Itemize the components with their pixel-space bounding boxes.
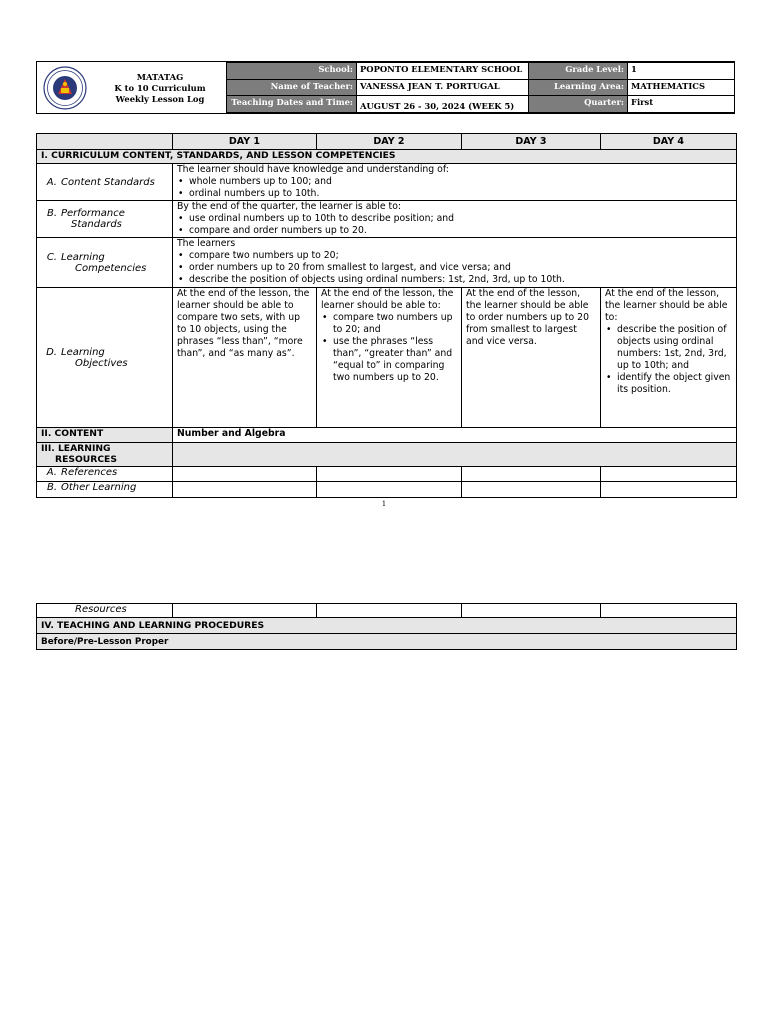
quarter-label: Quarter: xyxy=(529,96,628,113)
objectives-day-4-item-2: • identify the object given its position. xyxy=(617,372,732,396)
performance-standards-label-line2: Standards xyxy=(71,219,122,230)
references-day-4 xyxy=(601,467,737,482)
teaching-dates-label: Teaching Dates and Time: xyxy=(227,96,357,113)
lesson-log-header xyxy=(36,61,735,114)
other-resources-day-2 xyxy=(317,482,462,498)
other-resources-day-1 xyxy=(173,482,317,498)
learning-competencies-intro: The learners xyxy=(177,238,236,249)
content-standards-item-2: • ordinal numbers up to 10th. xyxy=(189,188,732,200)
other-resources-cont-day-4 xyxy=(601,604,737,618)
references-day-2 xyxy=(317,467,462,482)
objectives-day-4-item-1: • describe the position of objects using ordinal numbers: 1st, 2nd, 3rd, up to 10th; and xyxy=(617,324,732,372)
content-standards-label-text: Content Standards xyxy=(61,176,155,188)
content-standards-cell xyxy=(173,164,737,201)
day-header-blank xyxy=(37,134,173,150)
references-letter: A. xyxy=(46,467,57,478)
content-section-heading: II. CONTENT xyxy=(37,428,173,443)
day-3-header: DAY 3 xyxy=(462,134,601,150)
references-day-3 xyxy=(462,467,601,482)
performance-standards-letter: B. xyxy=(46,208,57,219)
learning-objectives-label-line1: Learning xyxy=(61,346,105,358)
objectives-day-1-cell: At the end of the lesson, the learner should be able to compare two sets, with up to 10 objects, using the phrases “less than”, “more than”, and “as many as”. xyxy=(173,288,317,428)
references-day-1 xyxy=(173,467,317,482)
references-label xyxy=(37,467,173,482)
lesson-log-table xyxy=(36,133,737,498)
references-row xyxy=(37,467,737,482)
learning-resources-heading-line2: RESOURCES xyxy=(55,454,117,465)
school-label: School: xyxy=(227,63,357,80)
learning-competencies-label-line1: Learning xyxy=(61,251,105,263)
day-4-header: DAY 4 xyxy=(601,134,737,150)
learning-competencies-letter: C. xyxy=(46,251,57,263)
other-resources-cont-day-1 xyxy=(173,604,317,618)
objectives-day-4-cell xyxy=(601,288,737,428)
learning-competencies-item-3: • describe the position of objects using ordinal numbers: 1st, 2nd, 3rd, up to 10th. xyxy=(189,274,732,286)
objectives-day-3-cell: At the end of the lesson, the learner should be able to order numbers up to 20 from smallest to largest and vice versa. xyxy=(462,288,601,428)
other-resources-cont-day-2 xyxy=(317,604,462,618)
deped-seal-icon xyxy=(43,66,87,110)
learning-competencies-item-1: • compare two numbers up to 20; xyxy=(189,250,732,262)
other-resources-day-3 xyxy=(462,482,601,498)
learning-resources-heading-line1: III. LEARNING xyxy=(41,443,111,454)
learning-resources-shaded-cell xyxy=(173,443,737,467)
other-resources-letter: B. xyxy=(46,482,57,493)
learning-resources-heading xyxy=(37,443,173,467)
day-1-header: DAY 1 xyxy=(173,134,317,150)
content-row xyxy=(37,428,737,443)
title-line-1: MATATAG xyxy=(136,72,184,82)
before-lesson-heading: Before/Pre-Lesson Proper xyxy=(37,634,737,650)
performance-standards-row xyxy=(37,201,737,238)
title-line-2: K to 10 Curriculum xyxy=(114,83,206,93)
header-info-grid xyxy=(226,62,735,113)
curriculum-section-row xyxy=(37,150,737,164)
objectives-day-2-cell xyxy=(317,288,462,428)
content-value: Number and Algebra xyxy=(173,428,737,443)
teacher-label: Name of Teacher: xyxy=(227,79,357,96)
content-standards-intro: The learner should have knowledge and understanding of: xyxy=(177,164,449,175)
learning-competencies-label xyxy=(37,238,173,288)
content-standards-letter: A. xyxy=(46,176,57,188)
learning-objectives-row xyxy=(37,288,737,428)
learning-objectives-letter: D. xyxy=(46,346,57,358)
learning-competencies-row xyxy=(37,238,737,288)
learning-competencies-cell xyxy=(173,238,737,288)
page-number: 1 xyxy=(381,500,387,508)
procedures-section-heading: IV. TEACHING AND LEARNING PROCEDURES xyxy=(37,618,737,634)
content-standards-label xyxy=(37,164,173,201)
other-resources-row xyxy=(37,482,737,498)
before-lesson-row xyxy=(37,634,737,650)
grade-level-label: Grade Level: xyxy=(529,63,628,80)
learning-objectives-label xyxy=(37,288,173,428)
learning-competencies-item-2: • order numbers up to 20 from smallest to largest, and vice versa; and xyxy=(189,262,732,274)
references-label-text: References xyxy=(61,467,118,478)
header-title xyxy=(95,72,225,105)
other-resources-label-text: Other Learning xyxy=(61,482,137,493)
performance-standards-label xyxy=(37,201,173,238)
performance-standards-intro: By the end of the quarter, the learner is able to: xyxy=(177,201,402,212)
other-resources-label xyxy=(37,482,173,498)
performance-standards-cell xyxy=(173,201,737,238)
performance-standards-label-line1: Performance xyxy=(61,208,125,219)
procedures-row xyxy=(37,618,737,634)
grade-level-value: 1 xyxy=(628,63,735,80)
teaching-dates-value: AUGUST 26 - 30, 2024 (WEEK 5) xyxy=(357,96,529,113)
objectives-day-2-intro: At the end of the lesson, the learner should be able to: xyxy=(321,288,454,311)
learning-resources-row xyxy=(37,443,737,467)
performance-standards-item-1: • use ordinal numbers up to 10th to describe position; and xyxy=(189,213,732,225)
performance-standards-item-2: • compare and order numbers up to 20. xyxy=(189,225,732,237)
learning-area-value: MATHEMATICS xyxy=(628,79,735,96)
day-header-row xyxy=(37,134,737,150)
learning-objectives-label-line2: Objectives xyxy=(75,357,128,369)
other-resources-row-continued xyxy=(37,604,737,618)
school-value: POPONTO ELEMENTARY SCHOOL xyxy=(357,63,529,80)
header-title-block xyxy=(37,62,227,113)
lesson-log-table-continued xyxy=(36,603,737,650)
day-2-header: DAY 2 xyxy=(317,134,462,150)
learning-competencies-label-line2: Competencies xyxy=(75,262,147,274)
teacher-value: VANESSA JEAN T. PORTUGAL xyxy=(357,79,529,96)
quarter-value: First xyxy=(628,96,735,113)
content-standards-item-1: • whole numbers up to 100; and xyxy=(189,176,732,188)
other-resources-cont-day-3 xyxy=(462,604,601,618)
objectives-day-2-item-1: • compare two numbers up to 20; and xyxy=(333,312,457,336)
other-resources-label-continued: Resources xyxy=(37,604,173,618)
content-standards-row xyxy=(37,164,737,201)
learning-area-label: Learning Area: xyxy=(529,79,628,96)
other-resources-day-4 xyxy=(601,482,737,498)
objectives-day-2-item-2: • use the phrases “less than”, “greater than” and “equal to” in comparing two numbers up to 20. xyxy=(333,336,457,384)
title-line-3: Weekly Lesson Log xyxy=(115,94,205,104)
objectives-day-4-intro: At the end of the lesson, the learner should be able to: xyxy=(605,288,728,323)
curriculum-section-heading: I. CURRICULUM CONTENT, STANDARDS, AND LESSON COMPETENCIES xyxy=(37,150,737,164)
